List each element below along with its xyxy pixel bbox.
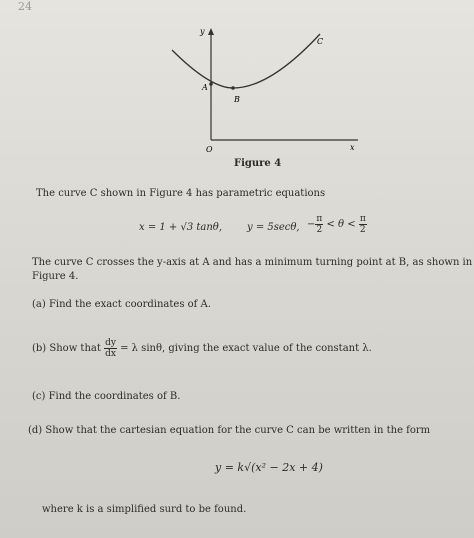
para2-line1: The curve C crosses the y-axis at A and has a minimum turning point at B, as shown in bbox=[32, 257, 473, 268]
point-b-marker bbox=[231, 86, 235, 90]
part-c: (c) Find the coordinates of B. bbox=[32, 391, 181, 402]
intro-text: The curve C shown in Figure 4 has parametric equations bbox=[36, 188, 326, 199]
dy-num: dy bbox=[105, 338, 116, 348]
para2-line2: Figure 4. bbox=[32, 271, 79, 282]
point-b-label: B bbox=[234, 95, 240, 104]
range-upper-num: π bbox=[359, 214, 366, 224]
range-lower-num: π bbox=[316, 214, 323, 224]
figure-4-graph bbox=[170, 22, 360, 154]
part-a: (a) Find the exact coordinates of A. bbox=[32, 299, 211, 310]
dy-dx-frac bbox=[104, 338, 117, 359]
param-y: y = 5secθ, bbox=[247, 222, 300, 233]
range-minus: − bbox=[307, 219, 316, 230]
range-upper-den: 2 bbox=[359, 225, 366, 235]
param-x: x = 1 + √3 tanθ, bbox=[139, 222, 223, 233]
origin-label: O bbox=[206, 145, 213, 154]
y-axis-label: y bbox=[200, 27, 205, 36]
curve-label: C bbox=[317, 37, 324, 46]
part-b-post: = λ sinθ, giving the exact value of the constant λ. bbox=[120, 343, 372, 354]
range-upper-frac bbox=[359, 214, 367, 235]
part-b-pre: (b) Show that bbox=[32, 343, 101, 354]
range-lower-den: 2 bbox=[316, 225, 323, 235]
range-mid: < θ < bbox=[326, 219, 356, 230]
part-b bbox=[32, 338, 372, 359]
where-text: where k is a simplified surd to be found. bbox=[42, 504, 247, 515]
figure-caption: Figure 4 bbox=[234, 158, 282, 169]
x-axis-label: x bbox=[350, 143, 355, 152]
part-d: (d) Show that the cartesian equation for the curve C can be written in the form bbox=[28, 425, 431, 436]
param-range bbox=[307, 214, 367, 235]
dx-den: dx bbox=[105, 349, 116, 359]
point-a-label: A bbox=[202, 83, 208, 92]
y-axis-arrow bbox=[208, 28, 214, 35]
cartesian-equation: y = k√(x² − 2x + 4) bbox=[215, 461, 323, 474]
point-a-marker bbox=[209, 82, 213, 86]
range-lower-frac bbox=[315, 214, 323, 235]
curve-c bbox=[172, 34, 320, 88]
question-number: 24 bbox=[18, 0, 32, 13]
